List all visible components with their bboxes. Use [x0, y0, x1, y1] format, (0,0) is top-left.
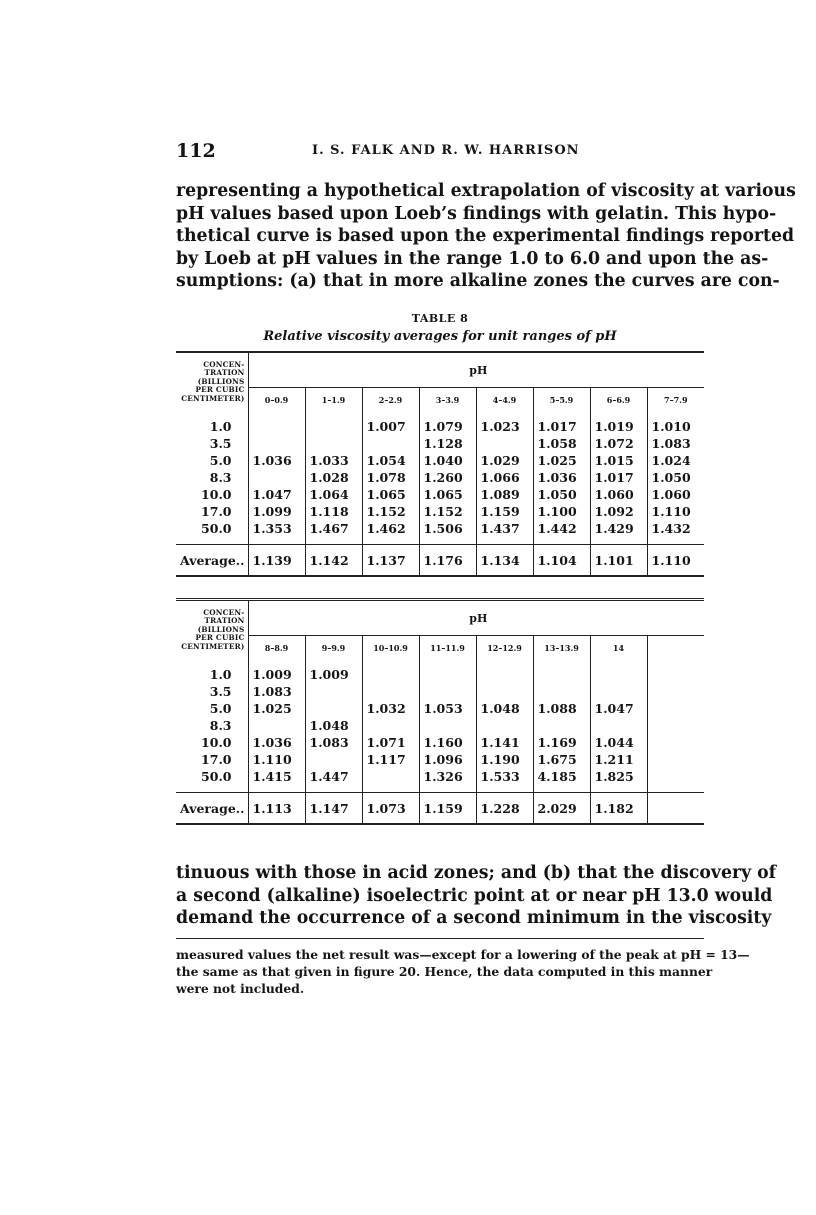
viscosity-cell: [248, 717, 305, 734]
viscosity-cell: 1.047: [590, 700, 647, 717]
viscosity-cell: 1.040: [419, 452, 476, 469]
viscosity-cell: 1.415: [248, 768, 305, 785]
viscosity-cell: 1.506: [419, 520, 476, 537]
text-line: by Loeb at pH values in the range 1.0 to 6.0 and upon the as-: [176, 248, 769, 269]
viscosity-cell: 1.017: [533, 418, 590, 435]
viscosity-cell: [590, 666, 647, 683]
ph-range-header: 12–12.9: [476, 636, 533, 660]
viscosity-cell: [476, 683, 533, 700]
viscosity-cell: 1.060: [590, 486, 647, 503]
conc-header-line: TRATION: [204, 368, 245, 378]
viscosity-cell: [248, 469, 305, 486]
concentration-cell: 8.3: [209, 718, 232, 733]
viscosity-cell: 1.065: [419, 486, 476, 503]
ph-range-header: 7–7.9: [647, 388, 704, 412]
ph-range-header: 2–2.9: [362, 388, 419, 412]
table-row: [176, 486, 704, 503]
viscosity-cell: 1.032: [362, 700, 419, 717]
viscosity-cell: [305, 700, 362, 717]
body-paragraph-top: [176, 180, 796, 293]
viscosity-cell: 1.437: [476, 520, 533, 537]
viscosity-cell: 1.025: [248, 700, 305, 717]
viscosity-cell: 1.029: [476, 452, 533, 469]
average-cell: 1.073: [362, 793, 419, 825]
concentration-cell: 10.0: [201, 735, 232, 750]
viscosity-cell: 1.099: [248, 503, 305, 520]
ph-range-header: 14: [590, 636, 647, 660]
conc-header-line: CENTIMETER): [181, 393, 245, 403]
viscosity-cell: [590, 683, 647, 700]
viscosity-cell: 1.152: [419, 503, 476, 520]
text-line: pH values based upon Loeb’s findings with gelatin. This hypo-: [176, 203, 777, 224]
concentration-column-header: [176, 352, 248, 411]
viscosity-cell: 1.083: [248, 683, 305, 700]
ph-range-header: 13–13.9: [533, 636, 590, 660]
viscosity-cell: 1.089: [476, 486, 533, 503]
viscosity-cell: 1.160: [419, 734, 476, 751]
viscosity-cell: [533, 683, 590, 700]
viscosity-cell: 1.152: [362, 503, 419, 520]
viscosity-cell: [533, 666, 590, 683]
conc-header-line: (BILLIONS: [197, 376, 245, 386]
viscosity-cell: [647, 717, 704, 734]
viscosity-cell: [305, 435, 362, 452]
table-row: [176, 666, 704, 683]
ph-range-header: 1–1.9: [305, 388, 362, 412]
ph-header: pH: [248, 600, 704, 636]
viscosity-cell: 1.083: [305, 734, 362, 751]
viscosity-cell: 1.100: [533, 503, 590, 520]
concentration-cell: 50.0: [201, 769, 232, 784]
viscosity-cell: [248, 418, 305, 435]
viscosity-cell: [647, 751, 704, 768]
average-label: Average..: [176, 793, 248, 825]
viscosity-cell: 1.048: [476, 700, 533, 717]
viscosity-cell: [419, 666, 476, 683]
ph-range-header: 3–3.9: [419, 388, 476, 412]
viscosity-cell: 1.066: [476, 469, 533, 486]
concentration-cell: 1.0: [209, 667, 232, 682]
viscosity-cell: [647, 768, 704, 785]
average-cell: 1.139: [248, 545, 305, 577]
table-label: TABLE 8: [411, 312, 469, 325]
viscosity-cell: 1.048: [305, 717, 362, 734]
average-cell: 1.182: [590, 793, 647, 825]
viscosity-cell: 1.118: [305, 503, 362, 520]
ph-range-header: [647, 636, 704, 660]
viscosity-cell: 1.825: [590, 768, 647, 785]
concentration-cell: 10.0: [201, 487, 232, 502]
footnote: [176, 946, 750, 997]
concentration-cell: 3.5: [209, 436, 232, 451]
viscosity-cell: 1.036: [533, 469, 590, 486]
viscosity-cell: 1.429: [590, 520, 647, 537]
footnote-rule: [176, 938, 704, 939]
concentration-cell: 17.0: [201, 752, 232, 767]
viscosity-cell: 1.260: [419, 469, 476, 486]
viscosity-cell: 1.079: [419, 418, 476, 435]
viscosity-cell: 1.096: [419, 751, 476, 768]
conc-header-line: PER CUBIC: [195, 633, 245, 643]
average-cell: 1.110: [647, 545, 704, 577]
ph-range-header: 11–11.9: [419, 636, 476, 660]
text-line: demand the occurrence of a second minimum in the viscosity: [176, 908, 772, 928]
viscosity-cell: [362, 717, 419, 734]
text-line: sumptions: (a) that in more alkaline zones the curves are con-: [176, 271, 780, 291]
ph-range-header: 9–9.9: [305, 636, 362, 660]
viscosity-cell: 1.432: [647, 520, 704, 537]
viscosity-cell: 1.053: [419, 700, 476, 717]
viscosity-cell: [476, 717, 533, 734]
average-cell: 1.147: [305, 793, 362, 825]
viscosity-cell: 1.072: [590, 435, 647, 452]
ph-range-header: 8–8.9: [248, 636, 305, 660]
average-cell: 1.113: [248, 793, 305, 825]
footnote-line: the same as that given in figure 20. Hence, the data computed in this manner: [176, 964, 713, 979]
average-row: [176, 545, 704, 577]
page-header: [176, 140, 706, 162]
viscosity-cell: 1.019: [590, 418, 647, 435]
concentration-column-header: [176, 600, 248, 660]
viscosity-cell: [533, 717, 590, 734]
viscosity-cell: [419, 683, 476, 700]
viscosity-cell: [647, 666, 704, 683]
viscosity-cell: 1.036: [248, 734, 305, 751]
footnote-line: were not included.: [176, 981, 305, 996]
ph-range-header: 5–5.9: [533, 388, 590, 412]
viscosity-cell: 1.128: [419, 435, 476, 452]
viscosity-cell: 1.467: [305, 520, 362, 537]
viscosity-cell: [647, 700, 704, 717]
viscosity-cell: [476, 435, 533, 452]
table-row: [176, 469, 704, 486]
viscosity-cell: 1.326: [419, 768, 476, 785]
table-row: [176, 700, 704, 717]
table-caption: Relative viscosity averages for unit ranges of pH: [263, 329, 617, 344]
conc-header-line: TRATION: [204, 616, 245, 626]
viscosity-cell: 1.088: [533, 700, 590, 717]
viscosity-cell: 1.065: [362, 486, 419, 503]
viscosity-cell: 1.462: [362, 520, 419, 537]
viscosity-cell: 1.023: [476, 418, 533, 435]
viscosity-cell: [419, 717, 476, 734]
viscosity-cell: 1.110: [647, 503, 704, 520]
average-cell: 1.159: [419, 793, 476, 825]
viscosity-cell: 1.675: [533, 751, 590, 768]
table-row: [176, 503, 704, 520]
viscosity-cell: 1.025: [533, 452, 590, 469]
conc-header-line: PER CUBIC: [195, 385, 245, 395]
viscosity-cell: 1.442: [533, 520, 590, 537]
viscosity-cell: 1.110: [248, 751, 305, 768]
viscosity-cell: 1.010: [647, 418, 704, 435]
ph-range-header: 4–4.9: [476, 388, 533, 412]
viscosity-cell: 1.159: [476, 503, 533, 520]
concentration-cell: 5.0: [209, 453, 232, 468]
text-line: representing a hypothetical extrapolation of viscosity at various: [176, 181, 796, 201]
viscosity-cell: [362, 435, 419, 452]
table-row: [176, 734, 704, 751]
viscosity-cell: 1.211: [590, 751, 647, 768]
average-label: Average..: [176, 545, 248, 577]
viscosity-cell: [647, 734, 704, 751]
viscosity-table-part-2: [176, 598, 704, 825]
table-row: [176, 520, 704, 537]
viscosity-cell: 1.036: [248, 452, 305, 469]
viscosity-cell: 1.044: [590, 734, 647, 751]
concentration-cell: 1.0: [209, 419, 232, 434]
viscosity-cell: 1.007: [362, 418, 419, 435]
viscosity-cell: 1.083: [647, 435, 704, 452]
viscosity-cell: 1.015: [590, 452, 647, 469]
viscosity-cell: 4.185: [533, 768, 590, 785]
viscosity-cell: [590, 717, 647, 734]
viscosity-cell: [476, 666, 533, 683]
concentration-cell: 8.3: [209, 470, 232, 485]
text-line: tinuous with those in acid zones; and (b) that the discovery of: [176, 863, 777, 883]
viscosity-cell: 1.060: [647, 486, 704, 503]
viscosity-cell: 1.024: [647, 452, 704, 469]
viscosity-cell: 1.141: [476, 734, 533, 751]
table-row: [176, 435, 704, 452]
viscosity-cell: 1.117: [362, 751, 419, 768]
viscosity-cell: [362, 768, 419, 785]
body-paragraph-bottom: [176, 862, 777, 930]
viscosity-cell: 1.033: [305, 452, 362, 469]
viscosity-cell: 1.050: [533, 486, 590, 503]
ph-header: pH: [248, 352, 704, 388]
viscosity-cell: 1.047: [248, 486, 305, 503]
viscosity-cell: 1.353: [248, 520, 305, 537]
viscosity-cell: [362, 683, 419, 700]
viscosity-cell: 1.533: [476, 768, 533, 785]
viscosity-cell: 1.054: [362, 452, 419, 469]
page-number: 112: [176, 140, 216, 162]
conc-header-line: CONCEN-: [203, 607, 245, 617]
viscosity-cell: 1.009: [248, 666, 305, 683]
table-row: [176, 751, 704, 768]
footnote-line: measured values the net result was—except for a lowering of the peak at pH = 13—: [176, 947, 750, 962]
ph-range-header: 0–0.9: [248, 388, 305, 412]
viscosity-cell: 1.071: [362, 734, 419, 751]
concentration-cell: 50.0: [201, 521, 232, 536]
concentration-cell: 17.0: [201, 504, 232, 519]
viscosity-cell: [248, 435, 305, 452]
average-row: [176, 793, 704, 825]
text-line: a second (alkaline) isoelectric point at or near pH 13.0 would: [176, 885, 773, 906]
table-row: [176, 717, 704, 734]
conc-header-line: CENTIMETER): [181, 641, 245, 651]
concentration-cell: 3.5: [209, 684, 232, 699]
average-cell: 1.134: [476, 545, 533, 577]
viscosity-cell: 1.447: [305, 768, 362, 785]
viscosity-cell: [305, 418, 362, 435]
concentration-cell: 5.0: [209, 701, 232, 716]
ph-range-header: 10–10.9: [362, 636, 419, 660]
table-row: [176, 768, 704, 785]
ph-range-header: 6–6.9: [590, 388, 647, 412]
conc-header-line: (BILLIONS: [197, 624, 245, 634]
average-cell: 1.176: [419, 545, 476, 577]
conc-header-line: CONCEN-: [203, 359, 245, 369]
text-line: thetical curve is based upon the experimental findings reported: [176, 226, 795, 246]
viscosity-cell: [305, 751, 362, 768]
viscosity-cell: 1.064: [305, 486, 362, 503]
average-cell: 1.101: [590, 545, 647, 577]
viscosity-cell: [305, 683, 362, 700]
average-cell: 1.137: [362, 545, 419, 577]
table-row: [176, 683, 704, 700]
average-cell: 1.142: [305, 545, 362, 577]
viscosity-cell: 1.169: [533, 734, 590, 751]
average-cell: 1.228: [476, 793, 533, 825]
viscosity-cell: 1.058: [533, 435, 590, 452]
average-cell: [647, 793, 704, 825]
viscosity-cell: 1.050: [647, 469, 704, 486]
running-head: I. S. FALK AND R. W. HARRISON: [312, 143, 580, 158]
viscosity-cell: 1.017: [590, 469, 647, 486]
viscosity-table-part-1: [176, 351, 704, 577]
viscosity-cell: [647, 683, 704, 700]
viscosity-cell: 1.078: [362, 469, 419, 486]
viscosity-cell: 1.190: [476, 751, 533, 768]
viscosity-cell: 1.028: [305, 469, 362, 486]
average-cell: 2.029: [533, 793, 590, 825]
average-cell: 1.104: [533, 545, 590, 577]
table-row: [176, 452, 704, 469]
table-row: [176, 418, 704, 435]
viscosity-cell: 1.009: [305, 666, 362, 683]
viscosity-cell: 1.092: [590, 503, 647, 520]
viscosity-cell: [362, 666, 419, 683]
